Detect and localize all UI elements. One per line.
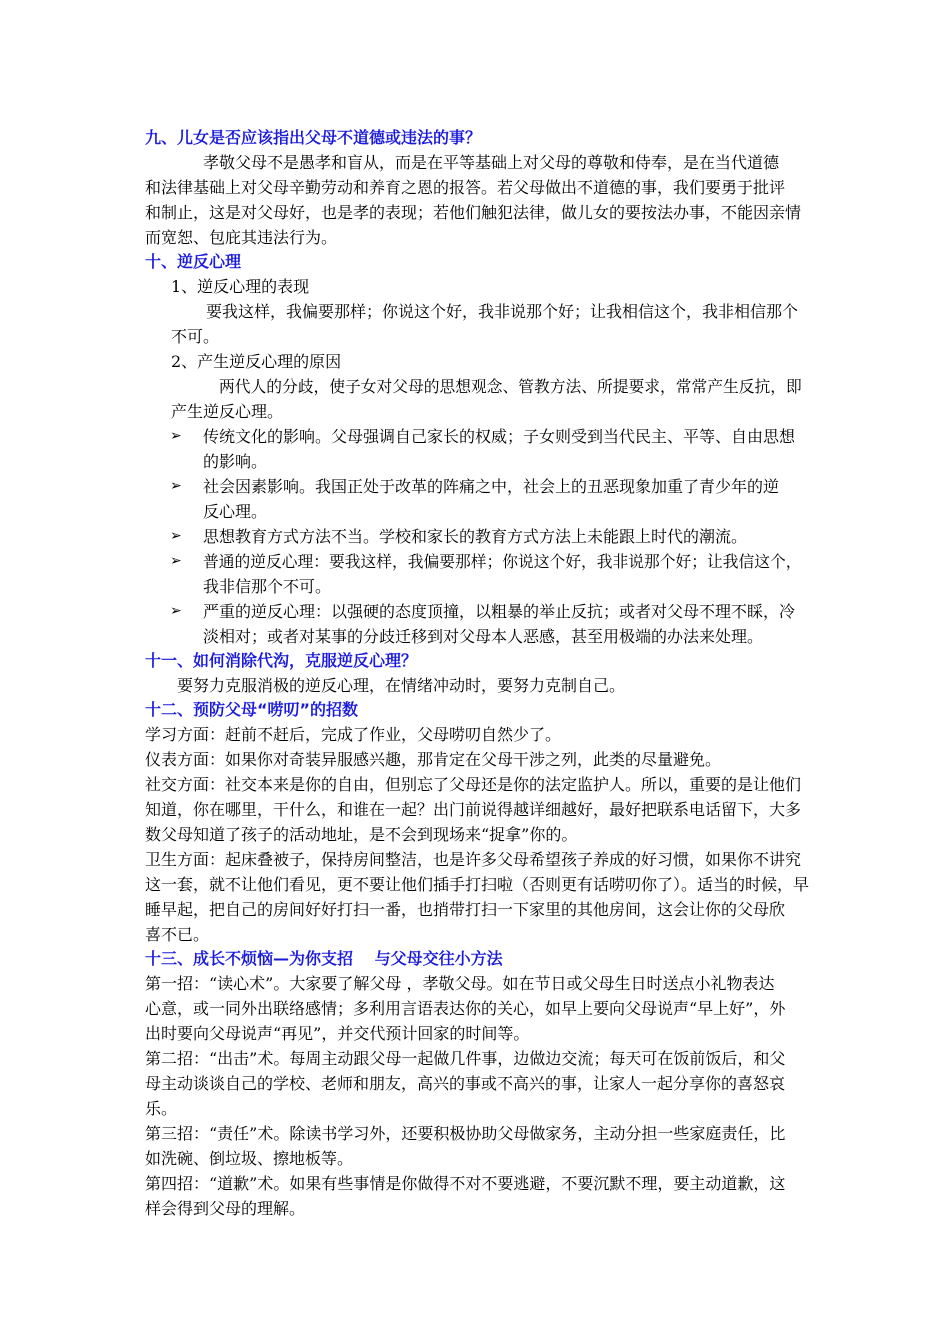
- section-13-line: 母主动谈谈自己的学校、老师和朋友，高兴的事或不高兴的事，让家人一起分享你的喜怒哀: [145, 1074, 786, 1093]
- section-9-heading: 九、儿女是否应该指出父母不道德或违法的事？: [145, 128, 482, 147]
- bullet-item-line: 普通的逆反心理：要我这样，我偏要那样；你说这个好，我非说那个好；让我信这个，: [203, 552, 802, 571]
- section-13-line: 第四招：“道歉”术。如果有些事情是你做得不对不要逃避，不要沉默不理，要主动道歉，这: [145, 1174, 786, 1193]
- section-10-heading: 十、逆反心理: [145, 252, 242, 271]
- arrow-bullet-icon: ➢: [170, 603, 182, 619]
- section-12-line: 睡早起，把自己的房间好好打扫一番，也捎带打扫一下家里的其他房间，这会让你的父母欣: [145, 900, 786, 919]
- section-13-line: 心意，或一同外出联络感情；多利用言语表达你的关心，如早上要向父母说声“早上好”，外: [145, 999, 786, 1018]
- section-13-line: 第二招：“出击”术。每周主动跟父母一起做几件事，边做边交流；每天可在饭前饭后，和父: [145, 1049, 786, 1068]
- subheading-manifestation: 1、逆反心理的表现: [171, 277, 310, 296]
- arrow-bullet-icon: ➢: [170, 478, 182, 494]
- section-13-line: 第一招：“读心术”。大家要了解父母 ，孝敬父母。如在节日或父母生日时送点小礼物表达: [145, 974, 775, 993]
- bullet-item-line: 社会因素影响。我国正处于改革的阵痛之中，社会上的丑恶现象加重了青少年的逆: [203, 477, 780, 496]
- manifestation-text-line: 不可。: [171, 327, 220, 346]
- bullet-item-line: 淡相对；或者对某事的分歧迁移到对父母本人恶感，甚至用极端的办法来处理。: [203, 627, 764, 646]
- section-13-line: 乐。: [145, 1099, 178, 1118]
- section-13-heading: 十三、成长不烦恼—为你支招 与父母交往小方法: [145, 949, 503, 968]
- section-12-line: 知道，你在哪里，干什么，和谁在一起？出门前说得越详细越好，最好把联系电话留下，大多: [145, 800, 802, 819]
- section-12-line: 仪表方面：如果你对奇装异服感兴趣，那肯定在父母干涉之列，此类的尽量避免。: [145, 750, 722, 769]
- section-9-paragraph-line: 而宽恕、包庇其违法行为。: [145, 228, 338, 247]
- section-12-line: 这一套，就不让他们看见，更不要让他们插手打扫啦（否则更有话唠叨你了）。适当的时候，早: [145, 875, 810, 894]
- section-11-heading: 十一、如何消除代沟，克服逆反心理？: [145, 651, 418, 670]
- causes-text-line: 两代人的分歧，使子女对父母的思想观念、管教方法、所提要求，常常产生反抗，即: [219, 377, 802, 396]
- section-12-line: 喜不已。: [145, 925, 210, 944]
- arrow-bullet-icon: ➢: [170, 528, 182, 544]
- section-11-text: 要努力克服消极的逆反心理，在情绪冲动时，要努力克制自己。: [177, 676, 626, 695]
- bullet-item-line: 反心理。: [203, 502, 268, 521]
- section-12-heading: 十二、预防父母“唠叨”的招数: [145, 700, 359, 719]
- section-13-line: 样会得到父母的理解。: [145, 1199, 306, 1218]
- section-13-line: 如洗碗、倒垃圾、擦地板等。: [145, 1149, 354, 1168]
- bullet-item-line: 我非信那个不可。: [203, 577, 332, 596]
- arrow-bullet-icon: ➢: [170, 428, 182, 444]
- section-12-line: 学习方面：赶前不赶后，完成了作业，父母唠叨自然少了。: [145, 725, 562, 744]
- bullet-item-line: 严重的逆反心理：以强硬的态度顶撞，以粗暴的举止反抗；或者对父母不理不睬，冷: [203, 602, 796, 621]
- section-13-line: 第三招：“责任”术。除读书学习外，还要积极协助父母做家务，主动分担一些家庭责任，比: [145, 1124, 786, 1143]
- bullet-item-line: 思想教育方式方法不当。学校和家长的教育方式方法上未能跟上时代的潮流。: [203, 527, 748, 546]
- section-9-paragraph-line: 和法律基础上对父母辛勤劳动和养育之恩的报答。若父母做出不道德的事，我们要勇于批评: [145, 178, 786, 197]
- manifestation-text-line: 要我这样，我偏要那样；你说这个好，我非说那个好；让我相信这个，我非相信那个: [206, 302, 799, 321]
- subheading-causes: 2、产生逆反心理的原因: [171, 352, 342, 371]
- arrow-bullet-icon: ➢: [170, 553, 182, 569]
- section-12-line: 社交方面：社交本来是你的自由，但别忘了父母还是你的法定监护人。所以，重要的是让他们: [145, 775, 802, 794]
- bullet-item-line: 的影响。: [203, 452, 268, 471]
- bullet-item-line: 传统文化的影响。父母强调自己家长的权威；子女则受到当代民主、平等、自由思想: [203, 427, 796, 446]
- section-9-paragraph-line: 和制止，这是对父母好，也是孝的表现；若他们触犯法律，做儿女的要按法办事，不能因亲情: [145, 203, 802, 222]
- section-13-line: 出时要向父母说声“再见”，并交代预计回家的时间等。: [145, 1024, 530, 1043]
- section-12-line: 卫生方面：起床叠被子，保持房间整洁，也是许多父母希望孩子养成的好习惯，如果你不讲究: [145, 850, 802, 869]
- section-12-line: 数父母知道了孩子的活动地址，是不会到现场来“捉拿”你的。: [145, 825, 578, 844]
- section-9-paragraph-line: 孝敬父母不是愚孝和盲从，而是在平等基础上对父母的尊敬和侍奉，是在当代道德: [203, 153, 780, 172]
- causes-text-line: 产生逆反心理。: [171, 402, 284, 421]
